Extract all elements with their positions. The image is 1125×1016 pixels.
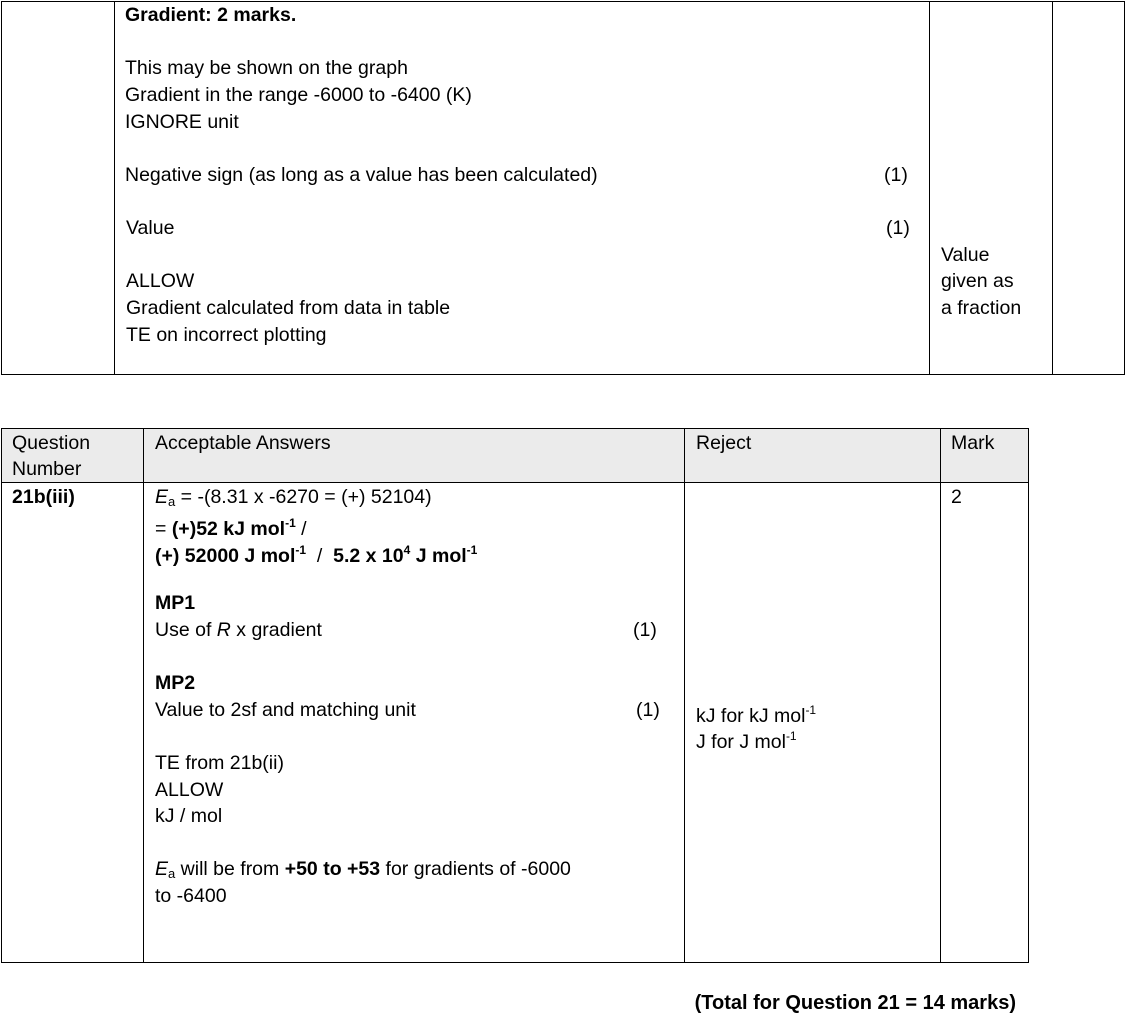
reject-item-exponent: -1: [785, 729, 797, 743]
header-row-divider: [1, 482, 1029, 483]
answer-kj-exponent: -1: [285, 516, 296, 530]
answer-separator: /: [295, 518, 307, 540]
reject-item-text: J for J mol: [696, 731, 786, 753]
answer-j-exponent: -1: [295, 543, 307, 557]
mp2-mark: (1): [636, 699, 660, 721]
mark-point-value: (1): [886, 217, 910, 239]
answer-line: This may be shown on the graph: [125, 57, 408, 79]
mp1-text-b: x gradient: [230, 619, 322, 641]
bottom-table-col-line: [143, 428, 144, 963]
answer-prefix: =: [155, 518, 172, 540]
mp1-label: MP1: [155, 592, 196, 614]
reject-line: a fraction: [941, 297, 1022, 319]
answer-j-value: (+) 52000 J mol: [155, 545, 296, 567]
mp2-label: MP2: [155, 672, 196, 694]
reject-line: given as: [941, 270, 1014, 292]
ea-range-text: for gradients of -6000: [380, 858, 571, 880]
bottom-table-col-line: [1, 428, 2, 963]
top-table-col-line: [1, 1, 2, 375]
answer-j: [155, 537, 477, 569]
top-table-border-bottom: [1, 374, 1125, 375]
mark-point-text: Negative sign (as long as a value has been calculated): [125, 164, 598, 186]
gradient-heading: Gradient: 2 marks.: [125, 4, 297, 26]
answer-standard-form: 5.2 x 10: [333, 545, 404, 567]
allow-line: Gradient calculated from data in table: [126, 297, 451, 319]
header-acceptable-answers: Acceptable Answers: [155, 432, 331, 454]
mark-value: 2: [951, 486, 962, 508]
bottom-table-border-top: [1, 428, 1029, 429]
reject-item-text: kJ for kJ mol: [696, 705, 806, 727]
ea-equation-text: = -(8.31 x -6270 = (+) 52104): [175, 486, 432, 508]
allow-value: kJ / mol: [155, 805, 223, 827]
header-question-number: Question Number: [12, 432, 91, 480]
answer-power: 4: [403, 543, 411, 557]
ea-subscript: a: [168, 866, 176, 881]
answer-line: IGNORE unit: [125, 111, 239, 133]
te-line: TE from 21b(ii): [155, 752, 284, 774]
question-number: 21b(iii): [12, 486, 75, 508]
question-total: (Total for Question 21 = 14 marks): [694, 992, 1016, 1014]
bottom-table-col-line: [940, 428, 941, 963]
bottom-table-col-line: [684, 428, 685, 963]
reject-item: [696, 723, 797, 755]
mp1-r-symbol: R: [216, 619, 231, 641]
top-table-col-line: [1052, 1, 1053, 375]
answer-j-unit-exponent: -1: [466, 543, 478, 557]
answer-line: Gradient in the range -6000 to -6400 (K): [125, 84, 472, 106]
ea-symbol: E: [155, 486, 169, 508]
answer-separator: /: [306, 545, 334, 567]
allow-label: ALLOW: [155, 779, 224, 801]
ea-subscript: a: [168, 494, 176, 509]
mp1-text-a: Use of: [155, 619, 217, 641]
ea-range-values: +50 to +53: [284, 858, 381, 880]
header-reject: Reject: [696, 432, 752, 454]
bottom-table-border-bottom: [1, 962, 1029, 963]
ea-symbol: E: [155, 858, 169, 880]
header-mark: Mark: [951, 432, 995, 454]
mark-point-value: (1): [884, 164, 908, 186]
ea-range-text: will be from: [175, 858, 285, 880]
answer-kj-value: (+)52 kJ mol: [171, 518, 286, 540]
mp2-text: Value to 2sf and matching unit: [155, 699, 416, 721]
top-table-col-line: [929, 1, 930, 375]
mp1-text: [155, 617, 322, 643]
reject-item-exponent: -1: [805, 703, 817, 717]
bottom-table-col-line: [1028, 428, 1029, 963]
reject-line: Value: [941, 244, 990, 266]
top-table-col-line: [114, 1, 115, 375]
mp1-mark: (1): [633, 619, 657, 641]
allow-label: ALLOW: [126, 270, 195, 292]
answer-j-unit: J mol: [410, 545, 467, 567]
allow-line: TE on incorrect plotting: [126, 324, 327, 346]
ea-range-continued: to -6400: [155, 885, 227, 907]
mark-point-text: Value: [126, 217, 175, 239]
